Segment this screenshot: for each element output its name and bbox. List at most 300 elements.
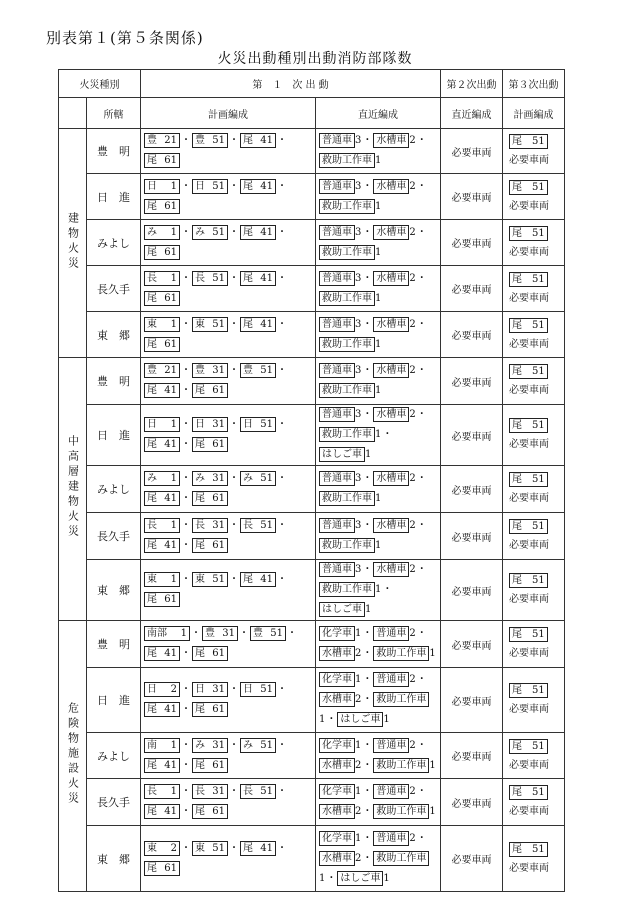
vehicle-type-box: 水槽車 [319,692,355,707]
vehicle-count: 1 [383,714,390,725]
second-dispatch-cell: 必要車両 [441,560,503,621]
third-required-text: 必要車両 [509,704,550,715]
category-cell [59,358,87,621]
unit-station: 豊 [147,365,157,376]
third-unit-box: 尾 51 [509,627,548,642]
second-dispatch-cell: 必要車両 [441,621,503,668]
jurisdiction-cell: 日 進 [87,405,141,466]
plan-formation-cell: 長 1 ・ 長 31 ・ 長 51 ・尾 41 ・ 尾 61 [141,779,316,826]
unit-box [144,861,180,876]
unit-number: 41 [260,180,273,192]
vehicle-count: 3 [355,180,362,192]
unit-box [192,784,228,799]
category-label: 危険物施設火災 [66,702,80,807]
vehicle-count: 1 [375,200,382,212]
plan-formation-cell: み 1 ・ み 51 ・ 尾 41 ・尾 61 [141,220,316,266]
unit-number: 61 [212,806,225,817]
unit-box [144,471,180,486]
near-formation-cell: 化学車 1・ 普通車 2・水槽車 2・ 救助工作車 1 [316,621,441,668]
vehicle-type-box: 救助工作車 [319,245,375,260]
header-near-formation-2: 直近編成 [441,98,503,129]
jurisdiction-cell: 長久手 [87,513,141,560]
category-cell [59,621,87,892]
third-dispatch-cell [503,560,565,621]
unit-number: 51 [212,574,225,585]
plan-formation-cell: 南部 1 ・ 豊 31 ・ 豊 51 ・尾 41 ・ 尾 61 [141,621,316,668]
third-unit-box: 尾 51 [509,226,548,241]
unit-box [202,626,238,641]
unit-number: 41 [164,385,177,396]
unit-station: 長 [243,520,253,531]
plan-formation-cell: 長 1 ・ 長 51 ・ 尾 41 ・尾 61 [141,266,316,312]
unit-station: 豊 [195,135,205,146]
table-row [59,466,565,513]
unit-box [144,804,180,819]
vehicle-type-box: 化学車 [319,831,355,846]
unit-station: み [195,739,205,751]
unit-box [144,784,180,799]
third-unit-box: 尾 51 [509,573,548,588]
unit-station: 尾 [147,759,157,771]
unit-box [144,572,180,587]
jurisdiction-cell: 日 進 [87,174,141,220]
vehicle-count: 3 [355,226,362,238]
jurisdiction-cell: 豊 明 [87,358,141,405]
unit-station: 尾 [243,180,253,192]
jurisdiction-cell: 長久手 [87,266,141,312]
unit-box [240,417,276,432]
table-row [59,312,565,358]
header-fire-type: 火災種別 [59,70,141,98]
category-label: 中高層建物火災 [66,435,80,540]
vehicle-type-box: 化学車 [319,784,355,799]
unit-station: 長 [147,520,157,531]
unit-box [192,646,228,661]
unit-station: 尾 [195,648,205,659]
unit-box [144,702,180,717]
unit-number: 61 [212,704,225,715]
second-dispatch-cell: 必要車両 [441,174,503,220]
second-dispatch-cell: 必要車両 [441,358,503,405]
vehicle-type-box: 救助工作車 [373,804,429,819]
jurisdiction-cell: 東 郷 [87,560,141,621]
vehicle-type-box: 普通車 [319,317,355,332]
jurisdiction-cell: 日 進 [87,668,141,733]
unit-station: 尾 [195,439,205,450]
third-dispatch-cell [503,513,565,560]
vehicle-count: 2 [409,409,416,420]
third-required-text: 必要車両 [509,439,550,450]
unit-station: 尾 [195,806,205,817]
vehicle-count: 1 [355,786,362,797]
vehicle-count: 3 [355,365,362,376]
unit-number: 41 [164,759,177,771]
near-formation-cell: 普通車 3・ 水槽車 2・救助工作車 1 [316,312,441,358]
vehicle-count: 1 [375,584,382,595]
near-formation-cell: 普通車 3・ 水槽車 2・救助工作車 1 [316,174,441,220]
near-formation-cell: 普通車 3・ 水槽車 2・救助工作車 1 [316,358,441,405]
third-required-text: 必要車両 [509,540,550,551]
table-row [59,621,565,668]
unit-number: 61 [212,648,225,659]
unit-number: 61 [212,439,225,450]
unit-station: み [147,226,157,238]
unit-number: 51 [260,473,273,484]
unit-box [192,225,228,240]
vehicle-count: 3 [355,473,362,484]
unit-number: 1 [170,419,177,430]
unit-number: 41 [260,272,273,284]
table-row [59,405,565,466]
unit-box [144,337,180,352]
unit-box [192,841,228,856]
vehicle-type-box: 救助工作車 [319,582,375,597]
unit-box [144,538,180,553]
unit-box [250,626,286,641]
vehicle-type-box: 普通車 [373,738,409,753]
vehicle-count: 1 [375,385,382,396]
vehicle-count: 2 [355,806,362,817]
unit-number: 41 [260,574,273,585]
vehicle-count: 3 [355,135,362,146]
vehicle-type-box: 化学車 [319,738,355,753]
vehicle-type-box: 水槽車 [319,851,355,866]
unit-station: 日 [195,180,205,192]
near-formation-cell: 化学車 1・ 普通車 2・水槽車 2・ 救助工作車1・ はしご車 1 [316,826,441,892]
vehicle-count: 1 [319,872,326,884]
header-plan-formation-3: 計画編成 [503,98,565,129]
unit-number: 41 [260,318,273,330]
unit-number: 1 [170,180,177,192]
unit-box [240,225,276,240]
third-unit-box: 尾 51 [509,683,548,698]
unit-station: 尾 [147,246,157,258]
second-dispatch-cell: 必要車両 [441,733,503,779]
unit-box [144,245,180,260]
vehicle-count: 2 [409,318,416,330]
unit-station: 尾 [147,648,157,659]
vehicle-count: 1 [429,806,436,817]
unit-number: 51 [260,365,273,376]
unit-box [144,841,180,856]
vehicle-count: 2 [355,759,362,771]
vehicle-type-box: 普通車 [319,271,355,286]
unit-station: 東 [195,574,205,585]
unit-number: 61 [212,759,225,771]
vehicle-type-box: 水槽車 [373,179,409,194]
vehicle-type-box: 水槽車 [319,804,355,819]
unit-station: 長 [195,520,205,531]
vehicle-count: 2 [409,786,416,797]
header-jurisdiction: 所轄 [87,98,141,129]
vehicle-type-box: 普通車 [373,831,409,846]
plan-formation-cell: 南 1 ・ み 31 ・ み 51 ・尾 41 ・ 尾 61 [141,733,316,779]
unit-box [144,133,180,148]
unit-box [192,738,228,753]
third-unit-box: 尾 51 [509,134,548,149]
vehicle-count: 2 [409,739,416,751]
unit-number: 31 [212,520,225,531]
unit-box [240,133,276,148]
unit-station: 尾 [195,493,205,504]
header-near-formation: 直近編成 [316,98,441,129]
unit-box [192,133,228,148]
third-dispatch-cell [503,312,565,358]
unit-number: 51 [212,135,225,146]
unit-number: 61 [164,292,177,304]
vehicle-type-box: 水槽車 [373,225,409,240]
unit-station: 豊 [205,628,215,639]
vehicle-count: 2 [409,564,416,575]
third-dispatch-cell [503,668,565,733]
unit-number: 51 [270,628,283,639]
unit-station: 尾 [147,862,157,874]
vehicle-type-box: はしご車 [337,871,383,886]
unit-box [192,518,228,533]
plan-formation-cell: 豊 21 ・ 豊 51 ・ 尾 41 ・尾 61 [141,129,316,174]
vehicle-type-box: 普通車 [319,363,355,378]
near-formation-cell: 普通車 3・ 水槽車 2・救助工作車 1 [316,220,441,266]
third-unit-box: 尾 51 [509,364,548,379]
third-required-text: 必要車両 [509,493,550,504]
unit-box [192,437,228,452]
vehicle-count: 1 [365,449,372,460]
dispatch-table [58,69,565,892]
vehicle-count: 1 [319,714,326,725]
unit-box [192,702,228,717]
unit-number: 51 [260,684,273,695]
vehicle-type-box: 化学車 [319,626,355,641]
document-title: 火災出動種別出動消防部隊数 [217,51,413,67]
unit-number: 61 [164,594,177,605]
vehicle-count: 2 [355,694,362,705]
vehicle-count: 1 [375,338,382,350]
unit-station: 日 [243,419,253,430]
vehicle-type-box: 普通車 [319,133,355,148]
vehicle-count: 2 [355,648,362,659]
table-row [59,513,565,560]
unit-box [240,784,276,799]
unit-number: 51 [260,739,273,751]
table-row [59,668,565,733]
table-row [59,826,565,892]
unit-box [144,417,180,432]
vehicle-type-box: 水槽車 [373,407,409,422]
unit-station: 東 [195,318,205,330]
unit-station: 尾 [195,385,205,396]
unit-number: 61 [212,385,225,396]
near-formation-cell: 普通車 3・ 水槽車 2・救助工作車 1 [316,466,441,513]
vehicle-type-box: 救助工作車 [319,538,375,553]
jurisdiction-cell: みよし [87,466,141,513]
unit-station: 尾 [243,574,253,585]
near-formation-cell: 普通車 3・ 水槽車 2・救助工作車 1・はしご車 1 [316,405,441,466]
unit-station: 東 [195,842,205,854]
unit-station: 東 [147,842,157,854]
vehicle-type-box: 普通車 [319,471,355,486]
unit-station: 尾 [195,540,205,551]
unit-station: み [195,226,205,238]
unit-number: 21 [164,365,177,376]
unit-number: 41 [164,540,177,551]
unit-station: 豊 [147,135,157,146]
unit-box [192,491,228,506]
vehicle-count: 2 [409,365,416,376]
jurisdiction-cell: 豊 明 [87,621,141,668]
unit-number: 51 [212,226,225,238]
unit-station: 東 [147,318,157,330]
third-required-text: 必要車両 [509,759,550,771]
unit-station: 尾 [147,292,157,304]
unit-number: 41 [260,135,273,146]
jurisdiction-cell: 長久手 [87,779,141,826]
unit-station: 尾 [147,594,157,605]
unit-box [144,626,190,641]
unit-number: 2 [170,842,177,854]
near-formation-cell: 化学車 1・ 普通車 2・水槽車 2・ 救助工作車 1 [316,733,441,779]
unit-number: 31 [212,786,225,797]
unit-box [192,471,228,486]
unit-box [144,491,180,506]
second-dispatch-cell: 必要車両 [441,312,503,358]
unit-station: 豊 [243,365,253,376]
jurisdiction-cell: 東 郷 [87,826,141,892]
vehicle-count: 2 [409,832,416,844]
unit-number: 31 [212,365,225,376]
unit-number: 31 [212,473,225,484]
vehicle-type-box: 普通車 [373,626,409,641]
vehicle-type-box: 普通車 [319,407,355,422]
unit-station: み [243,473,253,484]
vehicle-type-box: 救助工作車 [373,758,429,773]
plan-formation-cell: 日 1 ・ 日 51 ・ 尾 41 ・尾 61 [141,174,316,220]
third-required-text: 必要車両 [509,806,550,817]
unit-number: 31 [212,419,225,430]
unit-station: 尾 [147,806,157,817]
category-label: 建物火災 [66,211,80,272]
unit-box [240,471,276,486]
unit-box [144,363,180,378]
unit-box [144,758,180,773]
unit-number: 51 [212,272,225,284]
vehicle-type-box: 救助工作車 [319,427,375,442]
unit-station: 長 [147,786,157,797]
vehicle-type-box: はしご車 [319,447,365,462]
unit-box [192,758,228,773]
near-formation-cell: 普通車 3・ 水槽車 2・救助工作車 1 [316,266,441,312]
unit-box [144,437,180,452]
unit-number: 1 [170,318,177,330]
table-row [59,129,565,174]
unit-station: み [147,473,157,484]
third-required-text: 必要車両 [509,292,550,304]
unit-number: 61 [212,493,225,504]
vehicle-count: 3 [355,272,362,284]
vehicle-type-box: 水槽車 [373,518,409,533]
third-required-text: 必要車両 [509,648,550,659]
unit-box [144,518,180,533]
third-dispatch-cell [503,266,565,312]
unit-number: 41 [164,704,177,715]
unit-station: 尾 [147,540,157,551]
unit-box [144,291,180,306]
unit-station: 尾 [243,135,253,146]
second-dispatch-cell: 必要車両 [441,405,503,466]
unit-station: 日 [195,684,205,695]
near-formation-cell: 普通車 3・ 水槽車 2・救助工作車 1 [316,129,441,174]
vehicle-count: 1 [429,648,436,659]
vehicle-count: 3 [355,318,362,330]
vehicle-type-box: 普通車 [319,562,355,577]
vehicle-type-box: 救助工作車 [319,291,375,306]
third-unit-box: 尾 51 [509,418,548,433]
vehicle-type-box: 救助工作車 [319,153,375,168]
unit-box [240,317,276,332]
unit-number: 1 [170,473,177,484]
unit-station: 尾 [243,842,253,854]
vehicle-type-box: 救助工作車 [319,337,375,352]
unit-number: 21 [164,135,177,146]
vehicle-count: 2 [355,852,362,864]
unit-station: 長 [243,786,253,797]
third-required-text: 必要車両 [509,385,550,396]
vehicle-type-box: 普通車 [319,518,355,533]
unit-number: 41 [164,806,177,817]
unit-station: み [195,473,205,484]
unit-box [240,363,276,378]
unit-box [192,271,228,286]
second-dispatch-cell: 必要車両 [441,826,503,892]
unit-station: 尾 [195,704,205,715]
unit-number: 31 [212,684,225,695]
vehicle-type-box: 水槽車 [373,133,409,148]
unit-box [192,682,228,697]
vehicle-type-box: 普通車 [373,784,409,799]
unit-box [240,518,276,533]
vehicle-count: 1 [383,872,390,884]
vehicle-type-box: 普通車 [319,179,355,194]
vehicle-type-box: 水槽車 [373,363,409,378]
unit-number: 51 [212,842,225,854]
near-formation-cell: 化学車 1・ 普通車 2・水槽車 2・ 救助工作車 1 [316,779,441,826]
unit-box [192,383,228,398]
unit-box [144,199,180,214]
vehicle-count: 2 [409,226,416,238]
vehicle-count: 1 [355,674,362,685]
unit-number: 41 [260,226,273,238]
vehicle-count: 2 [409,272,416,284]
third-required-text: 必要車両 [509,246,550,258]
second-dispatch-cell: 必要車両 [441,466,503,513]
vehicle-count: 1 [355,739,362,751]
unit-number: 1 [170,520,177,531]
vehicle-count: 1 [365,604,372,615]
vehicle-type-box: 水槽車 [373,562,409,577]
unit-station: 尾 [243,272,253,284]
unit-box [192,538,228,553]
vehicle-type-box: 水槽車 [319,646,355,661]
second-dispatch-cell: 必要車両 [441,266,503,312]
vehicle-count: 2 [409,180,416,192]
near-formation-cell: 普通車 3・ 水槽車 2・救助工作車 1・はしご車 1 [316,560,441,621]
third-unit-box: 尾 51 [509,472,548,487]
unit-box [192,179,228,194]
unit-box [144,592,180,607]
unit-station: 日 [195,419,205,430]
plan-formation-cell: 豊 21 ・ 豊 31 ・ 豊 51 ・尾 41 ・ 尾 61 [141,358,316,405]
jurisdiction-cell: 豊 明 [87,129,141,174]
vehicle-type-box: 救助工作車 [319,383,375,398]
